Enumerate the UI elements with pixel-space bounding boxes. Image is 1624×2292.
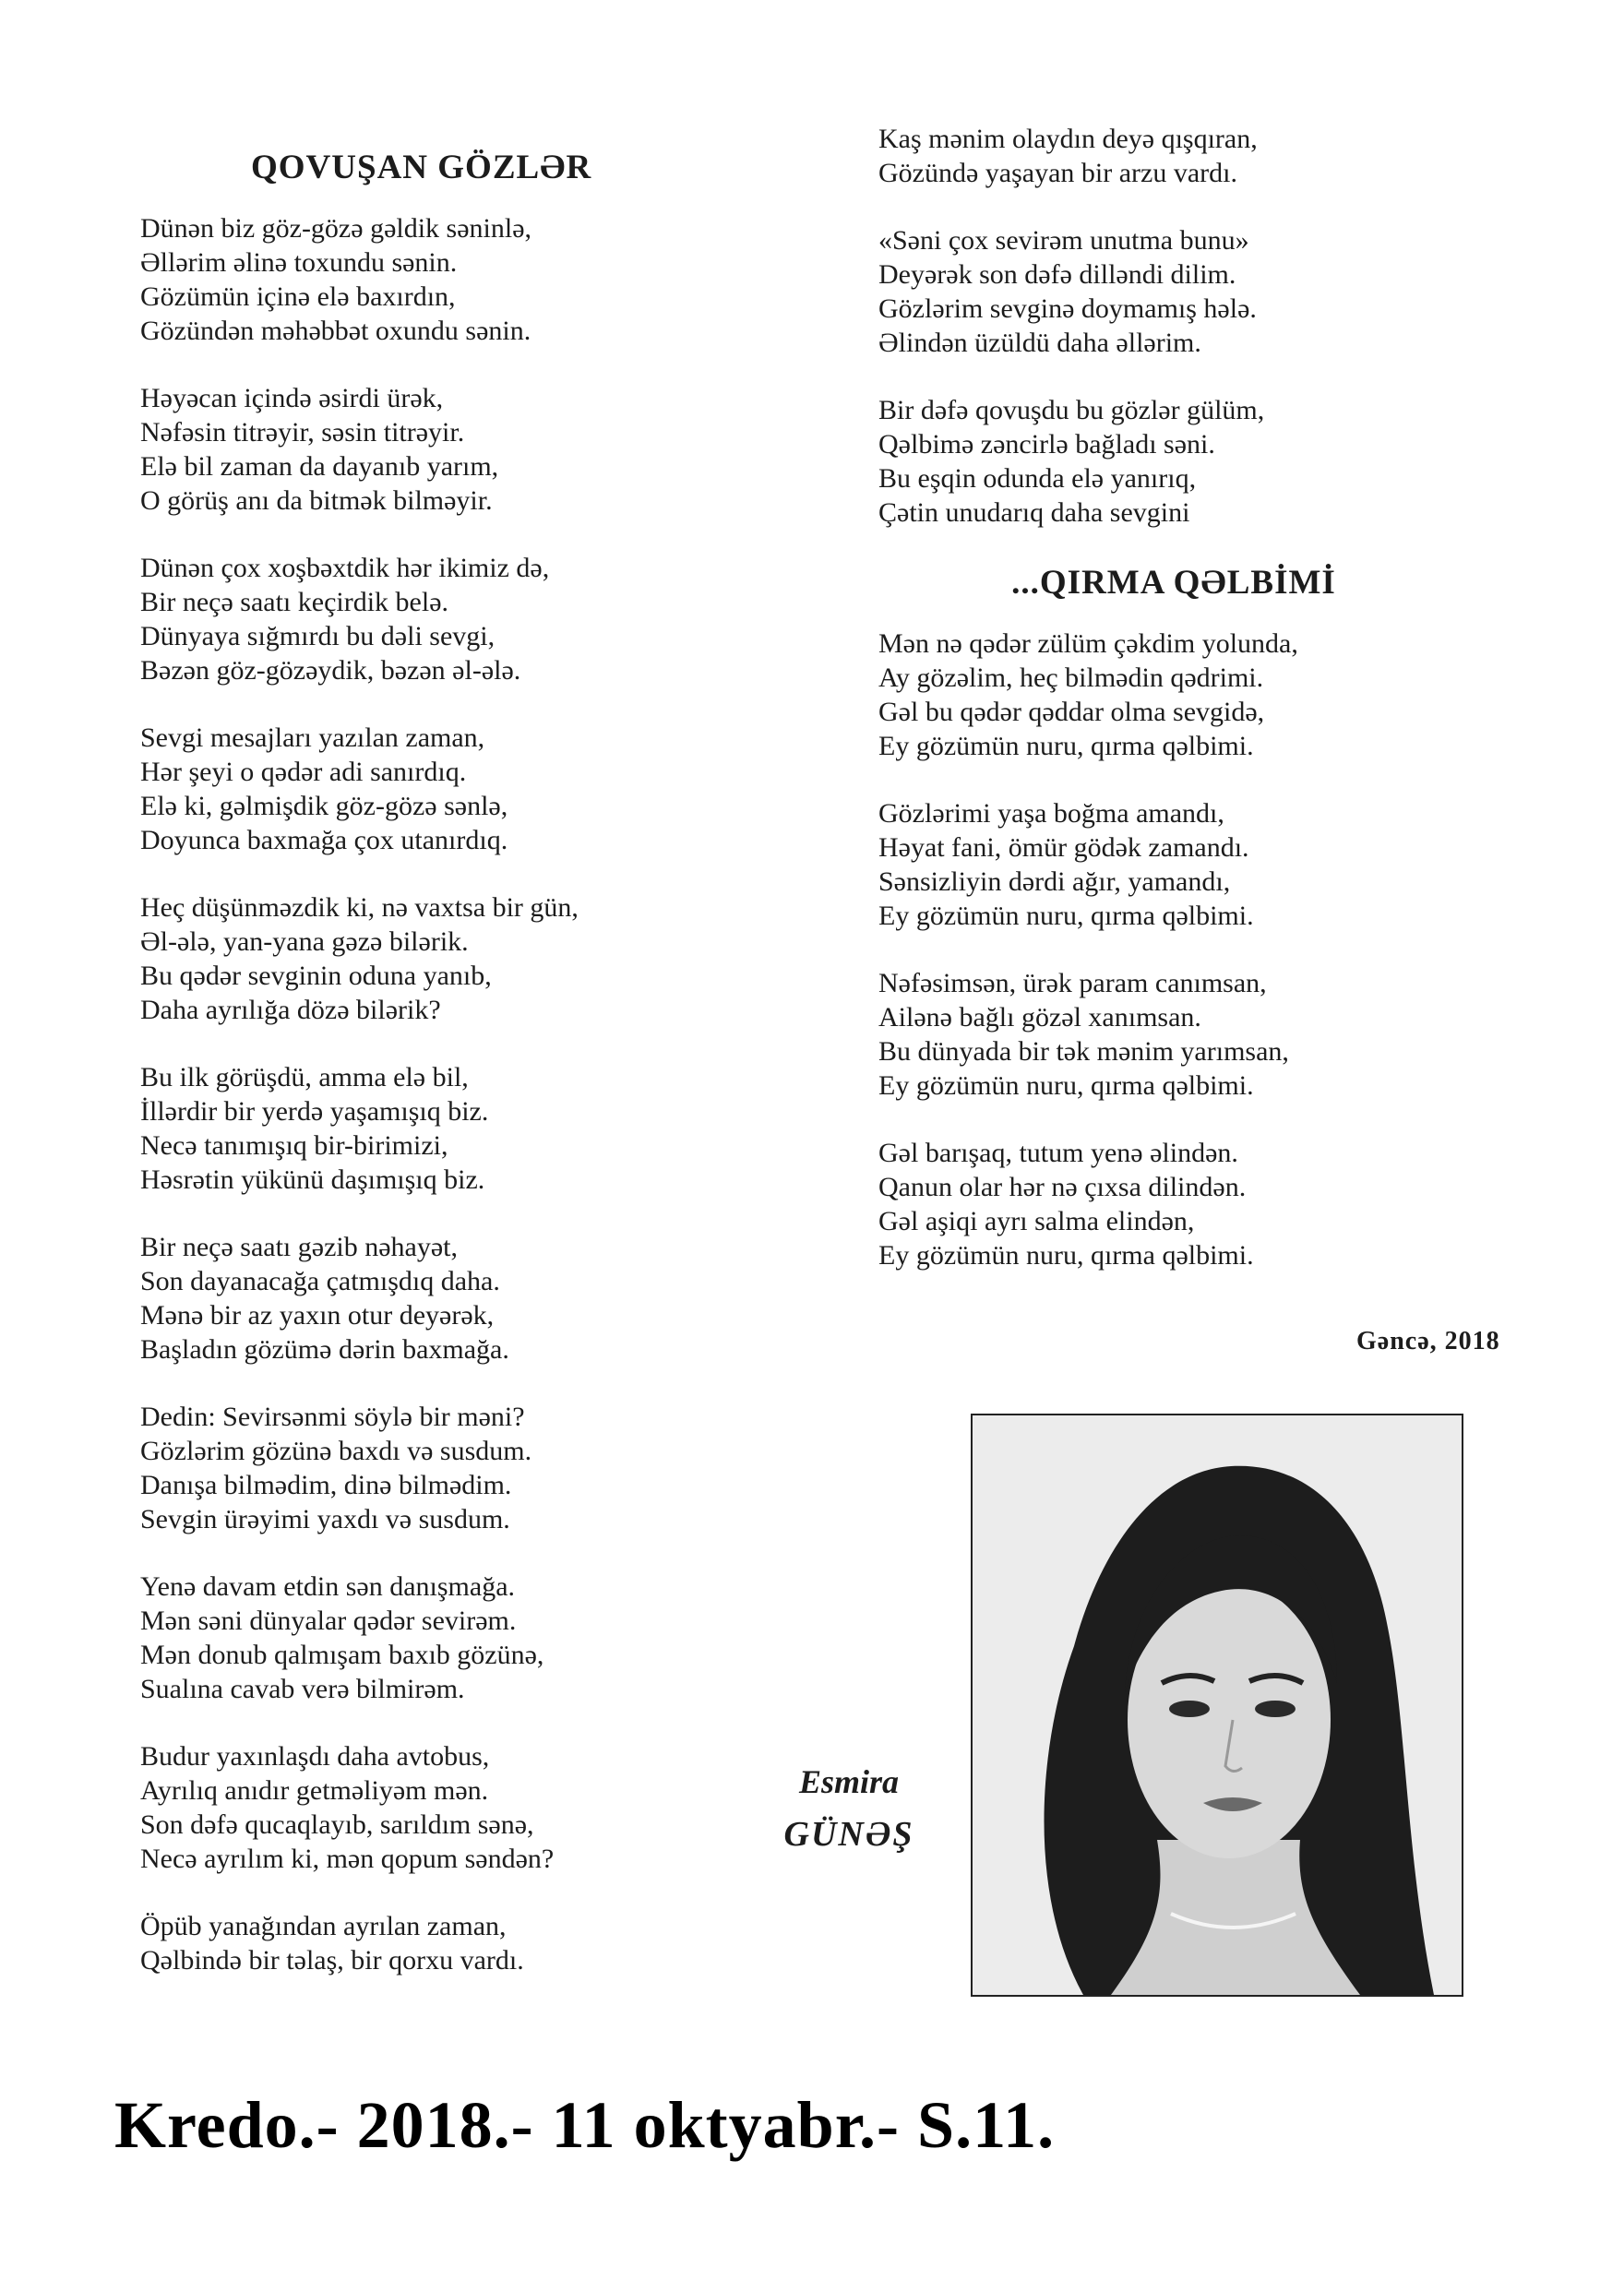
poem1-cont-line: Bir dəfə qovuşdu bu gözlər gülüm, <box>878 395 1265 425</box>
poem1-stanza <box>140 1400 842 1536</box>
poem2-title: ...QIRMA QƏLBİMİ <box>1011 564 1336 602</box>
poem2-line: Ey gözümün nuru, qırma qəlbimi. <box>878 731 1254 761</box>
poem1-line: Bu qədər sevginin oduna yanıb, <box>140 961 492 991</box>
poem1-line: O görüş anı da bitmək bilməyir. <box>140 485 493 516</box>
poem1-cont-stanza <box>878 393 1469 530</box>
poem2-stanza <box>878 966 1469 1103</box>
poem2-stanza <box>878 796 1469 933</box>
poem2-line: Mən nə qədər zülüm çəkdim yolunda, <box>878 628 1298 659</box>
poem1-line: Necə ayrılım ki, mən qopum səndən? <box>140 1844 555 1874</box>
poem1-line: Sualına cavab verə bilmirəm. <box>140 1674 465 1704</box>
poem1-line: Mənə bir az yaxın otur deyərək, <box>140 1300 495 1331</box>
place-date: Gəncə, 2018 <box>1356 1327 1500 1355</box>
poem1-line: Əllərim əlinə toxundu sənin. <box>140 247 458 278</box>
left-column <box>140 148 842 2011</box>
poem2-line: Ey gözümün nuru, qırma qəlbimi. <box>878 1070 1254 1101</box>
poem1-line: Danışa bilmədim, dinə bilmədim. <box>140 1470 512 1500</box>
poem1-stanza <box>140 1060 842 1197</box>
poem1-cont-stanza <box>878 223 1469 360</box>
poem1-line: Bir neçə saatı keçirdik belə. <box>140 587 449 617</box>
poem1-line: Sevgin ürəyimi yaxdı və susdum. <box>140 1504 510 1534</box>
poem1-line: Son dayanacağa çatmışdıq daha. <box>140 1266 500 1296</box>
poem1-cont-line: Kaş mənim olaydın deyə qışqıran, <box>878 124 1258 154</box>
poem1-line: Bəzən göz-gözəydik, bəzən əl-ələ. <box>140 655 521 686</box>
poem1-line: Bir neçə saatı gəzib nəhayət, <box>140 1232 459 1262</box>
poem1-line: Dünyaya sığmırdı bu dəli sevgi, <box>140 621 496 651</box>
poem1-continuation <box>878 122 1469 530</box>
poem1-cont-line: Gözlərim sevginə doymamış hələ. <box>878 293 1257 324</box>
poem1-cont-line: Deyərək son dəfə dilləndi dilim. <box>878 259 1236 290</box>
poem2-line: Bu dünyada bir tək mənim yarımsan, <box>878 1036 1289 1067</box>
author-portrait-photo <box>971 1414 1463 1997</box>
author-last-name: GÜNƏŞ <box>783 1815 914 1854</box>
poem1-line: Gözündən məhəbbət oxundu sənin. <box>140 316 531 346</box>
poem1-line: Doyunca baxmağa çox utanırdıq. <box>140 825 508 855</box>
poem1-line: Sevgi mesajları yazılan zaman, <box>140 722 485 753</box>
poem2-line: Ey gözümün nuru, qırma qəlbimi. <box>878 901 1254 931</box>
poem1-line: İllərdir bir yerdə yaşamışıq biz. <box>140 1096 489 1127</box>
poem2-stanza <box>878 627 1469 763</box>
poem1-stanza <box>140 890 842 1027</box>
poem2-body <box>878 627 1469 1272</box>
poem1-line: Elə bil zaman da dayanıb yarım, <box>140 451 499 482</box>
poem1-body <box>140 211 842 1977</box>
poem1-stanza <box>140 381 842 518</box>
poem1-line: Hər şeyi o qədər adi sanırdıq. <box>140 757 467 787</box>
portrait-illustration <box>973 1415 1462 1995</box>
poem1-line: Gözlərim gözünə baxdı və susdum. <box>140 1436 532 1466</box>
poem1-line: Gözümün içinə elə baxırdın, <box>140 281 456 312</box>
right-column <box>878 122 1469 1306</box>
poem1-line: Qəlbində bir təlaş, bir qorxu vardı. <box>140 1945 524 1976</box>
poem1-line: Dünən çox xoşbəxtdik hər ikimiz də, <box>140 553 550 583</box>
poem1-line: Daha ayrılığa dözə bilərik? <box>140 995 441 1025</box>
poem1-stanza <box>140 1570 842 1706</box>
poem1-line: Bu ilk görüşdü, amma elə bil, <box>140 1062 469 1092</box>
poem1-cont-line: Bu eşqin odunda elə yanırıq, <box>878 463 1197 494</box>
poem1-line: Başladın gözümə dərin baxmağa. <box>140 1334 509 1365</box>
poem1-line: Yenə davam etdin sən danışmağa. <box>140 1571 516 1602</box>
poem1-line: Dünən biz göz-gözə gəldik səninlə, <box>140 213 532 244</box>
poem2-line: Həyat fani, ömür gödək zamandı. <box>878 832 1249 863</box>
poem1-line: Necə tanımışıq bir-birimizi, <box>140 1130 448 1161</box>
poem1-stanza <box>140 1909 842 1977</box>
poem1-line: Heç düşünməzdik ki, nə vaxtsa bir gün, <box>140 892 579 923</box>
poem1-line: Həyəcan içində əsirdi ürək, <box>140 383 444 413</box>
author-name <box>738 1762 960 1855</box>
poem1-line: Elə ki, gəlmişdik göz-gözə sənlə, <box>140 791 508 821</box>
poem2-line: Ay gözəlim, heç bilmədin qədrimi. <box>878 663 1264 693</box>
poem2-line: Sənsizliyin dərdi ağır, yamandı, <box>878 866 1231 897</box>
poem2-line: Nəfəsimsən, ürək param canımsan, <box>878 968 1267 998</box>
poem1-stanza <box>140 551 842 687</box>
poem1-stanza <box>140 721 842 857</box>
poem2-line: Ailənə bağlı gözəl xanımsan. <box>878 1002 1201 1033</box>
poem2-line: Qanun olar hər nə çıxsa dilindən. <box>878 1172 1247 1202</box>
poem2-line: Gəl barışaq, tutum yenə əlindən. <box>878 1138 1238 1168</box>
poem1-line: Həsrətin yükünü daşımışıq biz. <box>140 1164 485 1195</box>
poem1-line: Son dəfə qucaqlayıb, sarıldım sənə, <box>140 1809 534 1840</box>
poem1-line: Budur yaxınlaşdı daha avtobus, <box>140 1741 490 1772</box>
poem2-line: Gözlərimi yaşa boğma amandı, <box>878 798 1224 829</box>
poem1-line: Öpüb yanağından ayrılan zaman, <box>140 1911 507 1941</box>
poem1-cont-stanza <box>878 122 1469 190</box>
poem1-line: Ayrılıq anıdır getməliyəm mən. <box>140 1775 489 1806</box>
poem1-line: Əl-ələ, yan-yana gəzə bilərik. <box>140 926 469 957</box>
poem1-stanza <box>140 211 842 348</box>
poem2-line: Ey gözümün nuru, qırma qəlbimi. <box>878 1240 1254 1271</box>
citation: Kredo.- 2018.- 11 oktyabr.- S.11. <box>114 2088 1056 2162</box>
author-first-name: Esmira <box>798 1763 900 1800</box>
poem1-line: Nəfəsin titrəyir, səsin titrəyir. <box>140 417 465 448</box>
poem1-cont-line: Çətin unudarıq daha sevgini <box>878 497 1190 528</box>
poem1-stanza <box>140 1739 842 1876</box>
poem2-line: Gəl aşiqi ayrı salma elindən, <box>878 1206 1195 1236</box>
poem1-stanza <box>140 1230 842 1367</box>
poem1-cont-line: «Səni çox sevirəm unutma bunu» <box>878 225 1249 256</box>
poem2-stanza <box>878 1136 1469 1272</box>
poem1-cont-line: Əlindən üzüldü daha əllərim. <box>878 328 1201 358</box>
poem2-line: Gəl bu qədər qəddar olma sevgidə, <box>878 697 1265 727</box>
poem1-title: QOVUŞAN GÖZLƏR <box>251 149 592 186</box>
poem1-cont-line: Gözündə yaşayan bir arzu vardı. <box>878 158 1238 188</box>
poem1-line: Mən səni dünyalar qədər sevirəm. <box>140 1606 517 1636</box>
poem1-line: Dedin: Sevirsənmi söylə bir məni? <box>140 1402 525 1432</box>
poem1-cont-line: Qəlbimə zəncirlə bağladı səni. <box>878 429 1215 460</box>
poem1-line: Mən donub qalmışam baxıb gözünə, <box>140 1640 544 1670</box>
